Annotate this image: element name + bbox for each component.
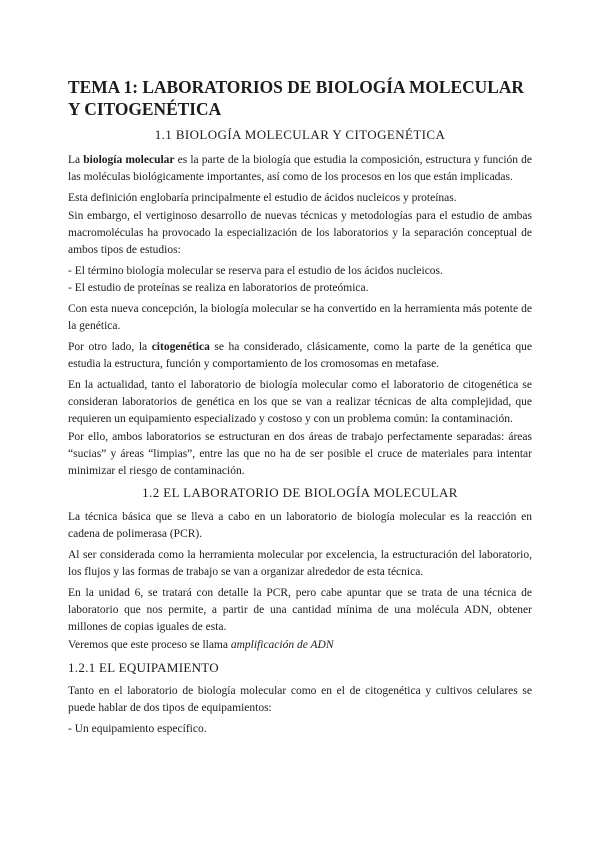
- paragraph-actuality: En la actualidad, tanto el laboratorio de biología molecular como el laboratorio de citogenética se consideran laboratorios de genética en los que se van a realizar técnicas de alta complejidad, que requieren un equipamiento especializado y costoso y con un problema común: la contaminación.: [68, 379, 532, 425]
- bullet-proteomics: - El estudio de proteínas se realiza en laboratorios de proteómica.: [68, 282, 369, 294]
- paragraph-amplification: [68, 637, 532, 654]
- paragraph-unit6: En la unidad 6, se tratará con detalle la PCR, pero cabe apuntar que se trata de una técnica de laboratorio que nos permite, a partir de una cantidad mínima de una molécula ADN, obtener millones de copias iguales de esta.: [68, 587, 532, 633]
- section-1-2-1-heading: 1.2.1 EL EQUIPAMIENTO: [68, 660, 219, 675]
- paragraph-development: Sin embargo, el vertiginoso desarrollo de nuevas técnicas y metodologías para el estudio de ambas macromoléculas ha provocado la especialización de los laboratorios y la separación conceptual de ambos tipos de estudios:: [68, 210, 532, 256]
- section-1-2-heading: 1.2 EL LABORATORIO DE BIOLOGÍA MOLECULAR: [142, 485, 458, 500]
- paragraph-amplification-pre: Veremos que este proceso se llama: [68, 639, 231, 651]
- doc-title: TEMA 1: LABORATORIOS DE BIOLOGÍA MOLECULAR Y CITOGENÉTICA: [68, 77, 524, 119]
- paragraph-equipment: Tanto en el laboratorio de biología molecular como en el de citogenética y cultivos celulares se puede hablar de dos tipos de equipamientos:: [68, 685, 532, 714]
- bold-term-biologia-molecular: biología molecular: [83, 154, 175, 166]
- paragraph-definition: Esta definición englobaría principalmente el estudio de ácidos nucleicos y proteínas.: [68, 192, 457, 204]
- paragraph-intro-post: es la parte de la biología que estudia la composición, estructura y función de las moléculas biológicamente importantes, así como de los procesos en los que están implicadas.: [68, 154, 532, 183]
- paragraph-clean-dirty-areas: Por ello, ambos laboratorios se estructuran en dos áreas de trabajo perfectamente separadas: áreas “sucias” y áreas “limpias”, entre las que no ha de ser posible el cruce de materiales para intentar minimizar el riesgo de contaminación.: [68, 431, 532, 477]
- paragraph-structure: Al ser considerada como la herramienta molecular por excelencia, la estructuración del laboratorio, los flujos y las formas de trabajo se van a organizar alrededor de esta técnica.: [68, 549, 532, 578]
- bullet-nucleic-acids: - El término biología molecular se reserva para el estudio de los ácidos nucleicos.: [68, 265, 443, 277]
- paragraph-intro-pre: La: [68, 154, 84, 166]
- section-1-1-heading: 1.1 BIOLOGÍA MOLECULAR Y CITOGENÉTICA: [154, 127, 446, 142]
- paragraph-pcr: La técnica básica que se lleva a cabo en un laboratorio de biología molecular es la reacción en cadena de polimerasa (PCR).: [68, 511, 532, 540]
- paragraph-cytogenetics: [68, 339, 532, 373]
- paragraph-specific-equipment: - Un equipamiento específico.: [68, 723, 207, 735]
- paragraph-cytogenetics-pre: Por otro lado, la: [68, 341, 152, 353]
- bold-term-citogenetica: citogenética: [151, 341, 210, 353]
- paragraph-conception: Con esta nueva concepción, la biología molecular se ha convertido en la herramienta más potente de la genética.: [68, 303, 532, 332]
- italic-term-amplificacion-adn: amplificación de ADN: [230, 639, 334, 651]
- paragraph-intro: [68, 152, 532, 186]
- paragraph-cytogenetics-post: se ha considerado, clásicamente, como la parte de la genética que estudia la estructura, función y comportamiento de los cromosomas en metafase.: [68, 341, 532, 370]
